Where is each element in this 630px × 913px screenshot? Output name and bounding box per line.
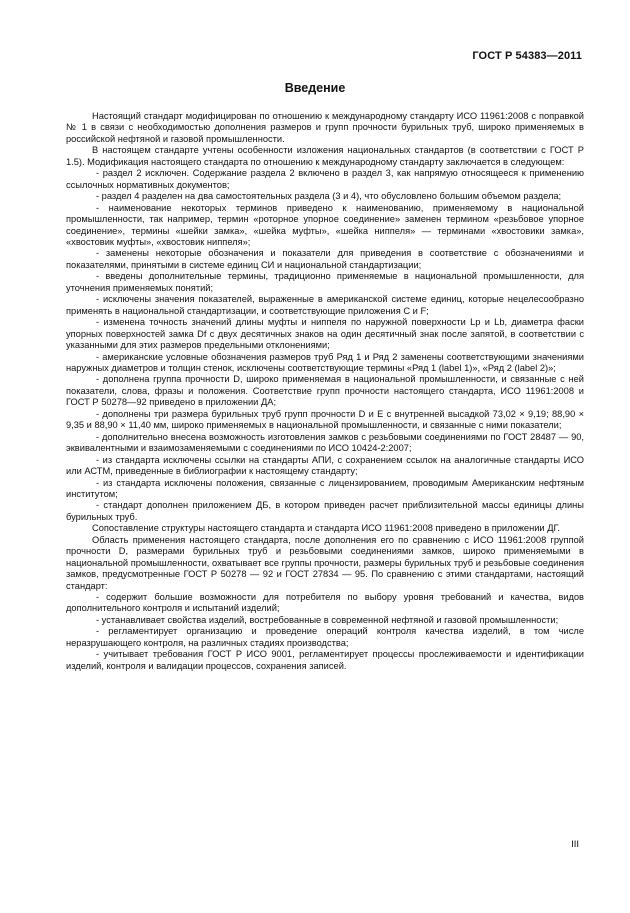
list-item: - американские условные обозначения размеров труб Ряд 1 и Ряд 2 заменены соответствующими значениями наружных диаметров и толщин стенок, исключены соответствующие термины «Ряд 1 (label 1)», «Ряд 2 (label 2)»; bbox=[66, 351, 584, 373]
list-item: - из стандарта исключены ссылки на стандарты АПИ, с сохранением ссылок на аналогичные стандарты ИСО или АСТМ, приведенные в библиографии к настоящему стандарту; bbox=[66, 454, 584, 477]
list-item: - изменена точность значений длины муфты и ниппеля по наружной поверхности Lр и Lb, диаметра фаски упорных поверхностей замка Df с двух десятичных знаков на один десятичный знак после запятой, в соответствии с указанными для этих размеров предельными отклонениями; bbox=[66, 317, 584, 351]
list-item: - наименование некоторых терминов приведено к наименованию, применяемому в национальной промышленности, так например, термин «роторное упорное соединение» заменен термином «резьбовое упорное соединение», термины «шейки замка», «шейка муфты», «шейка ниппеля» — терминами «хвостовики замка», «хвостовик муфты», «хвостовик ниппеля»; bbox=[66, 202, 584, 247]
list-item: - раздел 4 разделен на два самостоятельных раздела (3 и 4), что обусловлено большим объемом раздела; bbox=[96, 191, 562, 202]
paragraph: Сопоставление структуры настоящего стандарта и стандарта ИСО 11961:2008 приведено в приложении ДГ. bbox=[92, 523, 560, 534]
list-item: - стандарт дополнен приложением ДБ, в котором приведен расчет приблизительной массы единицы длины бурильных труб. bbox=[66, 500, 584, 522]
paragraph: Область применения настоящего стандарта, после дополнения его по сравнению с ИСО 11961:2008 группой прочности D, размерами бурильных труб и резьбовыми соединениями замков, широко применяемыми в национальной промышленности, охватывает все группы прочности, размеры бурильных труб и резьбовые соединения замков, предусмотренные ГОСТ Р 50278 — 92 и ГОСТ 27834 — 95. По сравнению с этими стандартами, настоящий стандарт: bbox=[66, 534, 584, 591]
list-item: - регламентирует организацию и проведение операций контроля качества изделий, в том числе неразрушающего контроля, на различных стадиях производства; bbox=[66, 626, 584, 648]
introduction-body bbox=[66, 111, 584, 672]
list-item: - заменены некоторые обозначения и показатели для приведения в соответствие с обозначениями и показателями, принятыми в системе единиц СИ и национальной стандартизации; bbox=[66, 248, 584, 270]
standard-id-header: ГОСТ Р 54383—2011 bbox=[472, 50, 582, 62]
page-number: III bbox=[571, 839, 579, 850]
list-item: - учитывает требования ГОСТ Р ИСО 9001, регламентирует процессы прослеживаемости и идентификации изделий, контроля и валидации процессов, сохранения записей. bbox=[66, 649, 584, 671]
list-item: - раздел 2 исключен. Содержание раздела 2 включено в раздел 3, как напрямую относящееся к применению ссылочных нормативных документов; bbox=[66, 168, 584, 190]
list-item: - дополнительно внесена возможность изготовления замков с резьбовыми соединениями по ГОСТ 28487 — 90, эквивалентными и взаимозаменяемыми с соединениями по ИСО 10424-2:2007; bbox=[66, 431, 584, 454]
list-item: - дополнена группа прочности D, широко применяемая в национальной промышленности, и связанные с ней показатели, слова, фразы и положения. Соответствие групп прочности настоящего стандарта, ИСО 11961:2008 и ГОСТ Р 50278—92 приведено в приложении ДА; bbox=[66, 374, 584, 408]
paragraph: Настоящий стандарт модифицирован по отношению к международному стандарту ИСО 11961:2008 с поправкой № 1 в связи с необходимостью дополнения размеров и групп прочности бурильных труб, широко применяемых в российской нефтяной и газовой промышленности. bbox=[66, 111, 584, 144]
paragraph: В настоящем стандарте учтены особенности изложения национальных стандартов (в соответствии с ГОСТ Р 1.5). Модификация настоящего стандарта по отношению к международному стандарту заключается в следующем: bbox=[66, 145, 584, 167]
list-item: - дополнены три размера бурильных труб групп прочности D и Е с внутренней высадкой 73,02 × 9,19; 88,90 × 9,35 и 88,90 × 11,40 мм, широко применяемых в национальной промышленности, и связанные с ними показатели; bbox=[66, 408, 584, 431]
list-item: - устанавливает свойства изделий, востребованные в современной нефтяной и газовой промышленности; bbox=[96, 614, 559, 625]
list-item: - введены дополнительные термины, традиционно применяемые в национальной промышленности, для уточнения применяемых понятий; bbox=[66, 271, 584, 293]
list-item: - исключены значения показателей, выраженные в американской системе единиц, которые нецелесообразно применять в национальной стандартизации, и соответствующие приложения С и F; bbox=[66, 294, 584, 316]
section-title: Введение bbox=[284, 81, 346, 95]
list-item: - из стандарта исключены положения, связанные с лицензированием, проводимым Американским нефтяным институтом; bbox=[66, 477, 584, 499]
list-item: - содержит большие возможности для потребителя по выбору уровня требований и качества, видов дополнительного контроля и испытаний изделий; bbox=[66, 592, 584, 614]
